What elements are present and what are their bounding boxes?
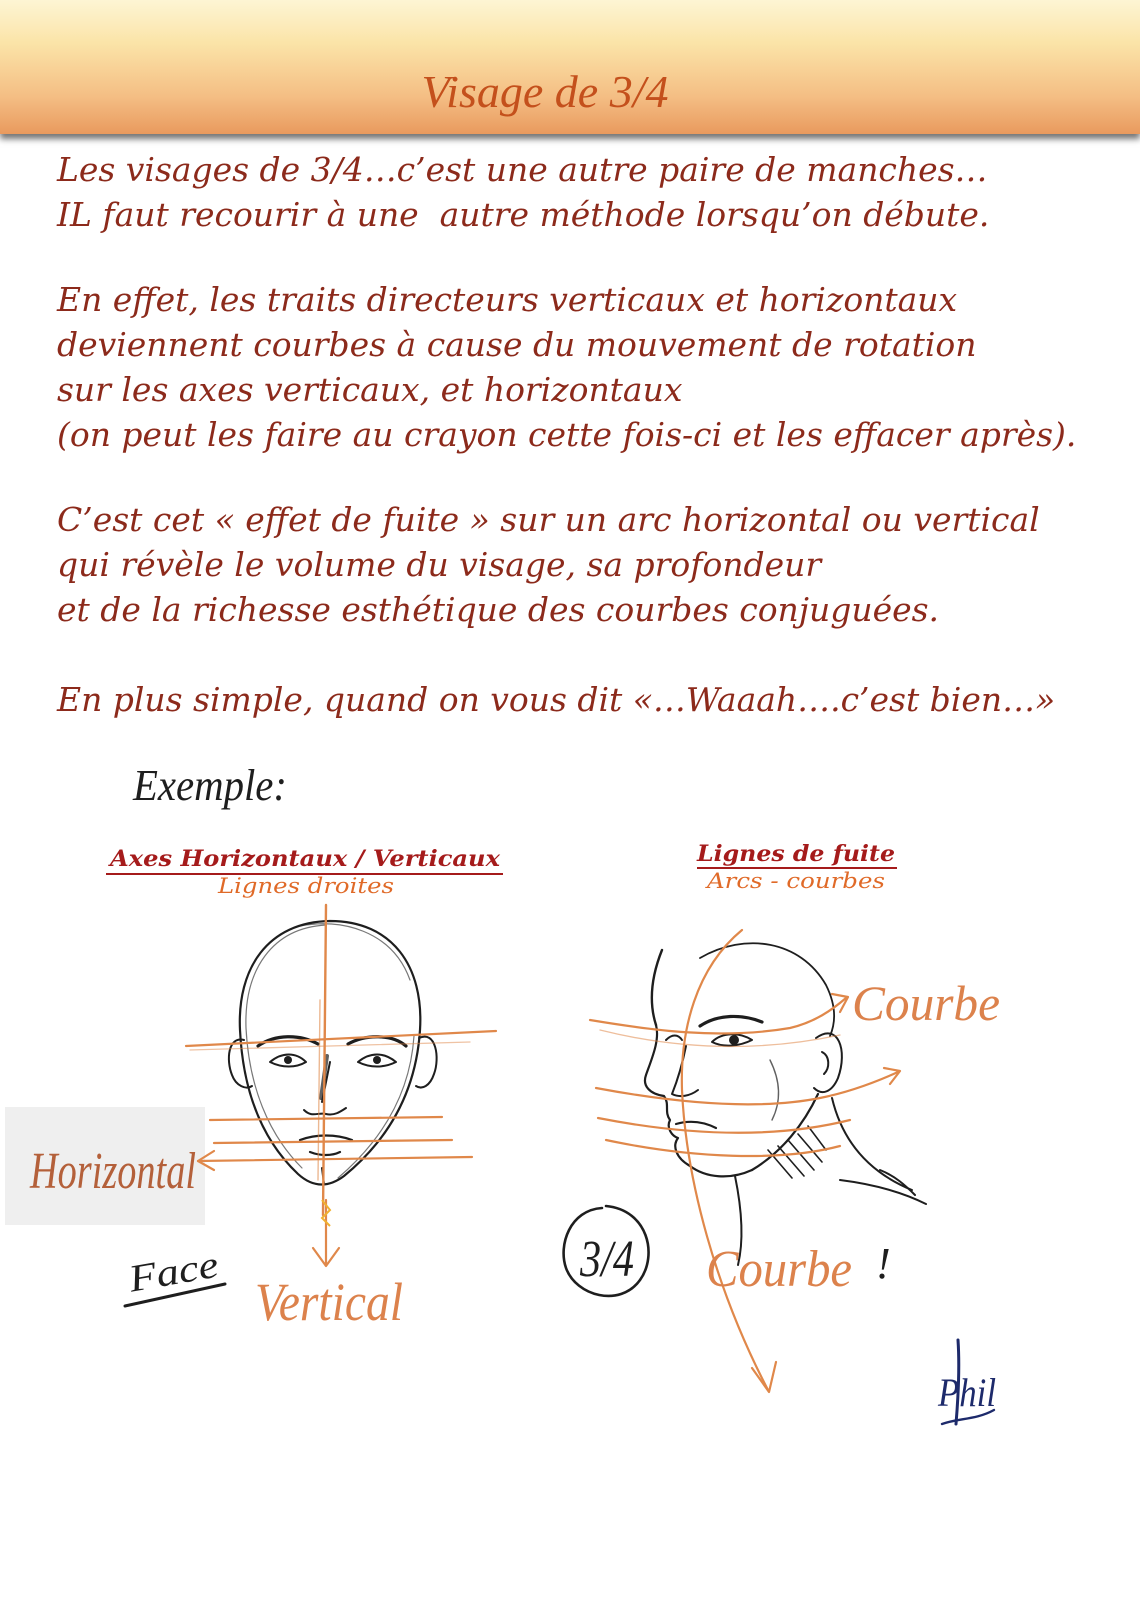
nose bbox=[672, 1046, 698, 1096]
example-label: Exemple: bbox=[132, 761, 287, 810]
front-view-subheading: Lignes droites bbox=[216, 874, 395, 898]
head-outline bbox=[240, 921, 421, 1185]
three-quarter-view-caption bbox=[696, 841, 897, 893]
horizontal-label: Horizontal bbox=[29, 1143, 196, 1200]
mouth bbox=[676, 1122, 716, 1128]
horizontal-guide-chin bbox=[198, 1157, 472, 1161]
front-face-guide-lines bbox=[186, 905, 496, 1266]
eyebrow bbox=[700, 1016, 762, 1026]
text-line: En effet, les traits directeurs verticaux et horizontaux bbox=[57, 280, 958, 319]
vertical-guide-line-sketch bbox=[318, 1000, 320, 1180]
left-pupil bbox=[284, 1056, 292, 1064]
three-quarter-view-heading: Lignes de fuite bbox=[695, 841, 895, 867]
horizontal-guide-mouth bbox=[214, 1140, 452, 1143]
right-pupil bbox=[373, 1056, 381, 1064]
front-view-caption bbox=[106, 846, 503, 898]
ear bbox=[814, 1033, 842, 1092]
three-quarter-view-subheading: Arcs - courbes bbox=[704, 869, 886, 893]
curve-label-upper: Courbe bbox=[852, 975, 1000, 1031]
text-line: En plus simple, quand on vous dit «…Waaah….c’est bien…» bbox=[57, 680, 1056, 719]
face-label: Face bbox=[125, 1246, 208, 1301]
mouth bbox=[300, 1136, 352, 1156]
text-line: Les visages de 3/4…c’est une autre paire de manches… bbox=[57, 150, 988, 189]
near-pupil bbox=[729, 1035, 739, 1045]
brow-curve bbox=[590, 998, 846, 1033]
vertical-arrow bbox=[313, 1200, 339, 1266]
cheek-line bbox=[770, 1060, 779, 1120]
curve-label-lower: Courbe bbox=[706, 1241, 852, 1298]
face-label-group bbox=[124, 1244, 221, 1301]
text-line: C’est cet « effet de fuite » sur un arc horizontal ou vertical bbox=[57, 500, 1040, 539]
text-line: et de la richesse esthétique des courbes conjuguées. bbox=[57, 590, 939, 629]
vertical-guide-line bbox=[323, 905, 326, 1215]
exclamation-mark: ! bbox=[876, 1239, 891, 1288]
vertical-label: Vertical bbox=[255, 1272, 403, 1332]
text-line: (on peut les faire au crayon cette fois-ci et les effacer après). bbox=[57, 415, 1077, 454]
neck-back bbox=[832, 1098, 912, 1190]
three-quarter-label: 3/4 bbox=[579, 1231, 634, 1288]
page-title: Visage de 3/4 bbox=[421, 66, 669, 117]
front-view-heading: Axes Horizontaux / Verticaux bbox=[107, 846, 501, 872]
horizontal-guide-eyes bbox=[186, 1031, 496, 1046]
signature bbox=[937, 1340, 996, 1424]
forehead-line bbox=[652, 950, 662, 1025]
signature-text: Phil bbox=[937, 1370, 996, 1415]
front-face-sketch bbox=[229, 921, 437, 1185]
vertical-curve bbox=[682, 930, 768, 1390]
text-line: qui révèle le volume du visage, sa profondeur bbox=[57, 545, 822, 584]
back-of-head bbox=[700, 943, 834, 1036]
text-line: IL faut recourir à une autre méthode lorsqu’on débute. bbox=[57, 195, 990, 234]
text-line: deviennent courbes à cause du mouvement de rotation bbox=[57, 325, 977, 364]
far-eye bbox=[666, 1036, 682, 1041]
nose-curve bbox=[596, 1072, 898, 1104]
horizontal-guide-nose bbox=[210, 1117, 442, 1120]
text-line: sur les axes verticaux, et horizontaux bbox=[57, 370, 683, 409]
